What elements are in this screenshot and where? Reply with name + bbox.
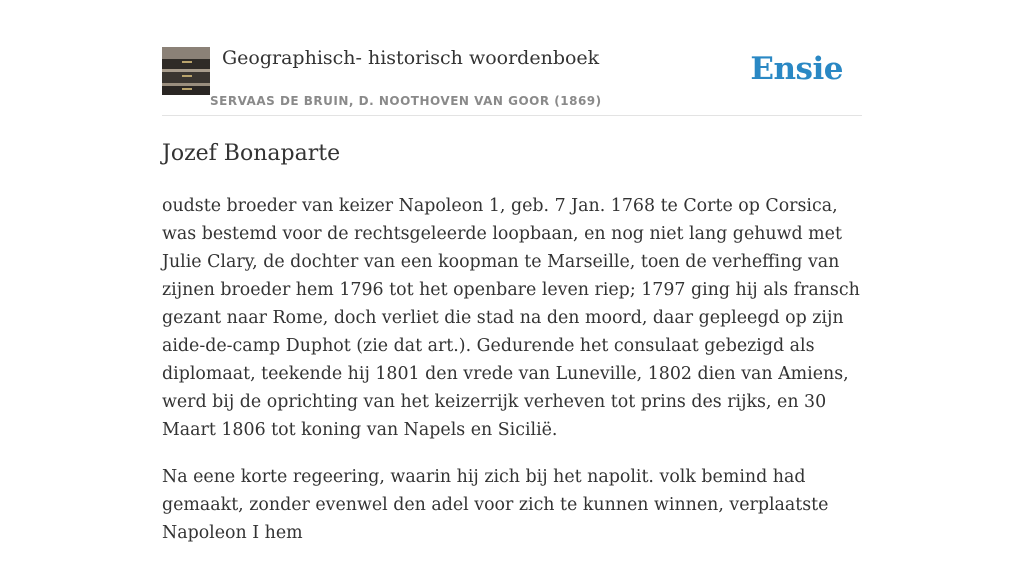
book-title[interactable]: Geographisch- historisch woordenboek: [222, 47, 600, 69]
entry-header: [162, 0, 862, 116]
page: [162, 0, 862, 543]
entry-title: Jozef Bonaparte: [162, 141, 341, 166]
ensie-logo[interactable]: Ensie: [750, 51, 843, 87]
entry-paragraph: Na eene korte regeering, waarin hij zich bij het napolit. volk bemind had gemaakt, zonder evenwel den adel voor zich te kunnen winnen, verplaatste Napoleon I hem: [162, 467, 829, 543]
entry-body: [162, 192, 862, 566]
book-cover-icon[interactable]: [162, 47, 210, 95]
entry-paragraph: oudste broeder van keizer Napoleon 1, geb. 7 Jan. 1768 te Corte op Corsica, was bestemd voor de rechtsgeleerde loopbaan, en nog niet lang gehuwd met Julie Clary, de dochter van een koopman te Marseille, toen de verheffing van zijnen broeder hem 1796 tot het openbare leven riep; 1797 ging hij als fransch gezant naar Rome, doch verliet die stad na den moord, daar gepleegd op zijn aide-de-camp Duphot (zie dat art.). Gedurende het consulaat gebezigd als diplomaat, teekende hij 1801 den vrede van Luneville, 1802 dien van Amiens, werd bij de oprichting van het keizerrijk verheven tot prins des rijks, en 30 Maart 1806 tot koning van Napels en Sicilië.: [162, 196, 860, 440]
book-author[interactable]: SERVAAS DE BRUIN, D. NOOTHOVEN VAN GOOR (1869): [210, 94, 602, 108]
